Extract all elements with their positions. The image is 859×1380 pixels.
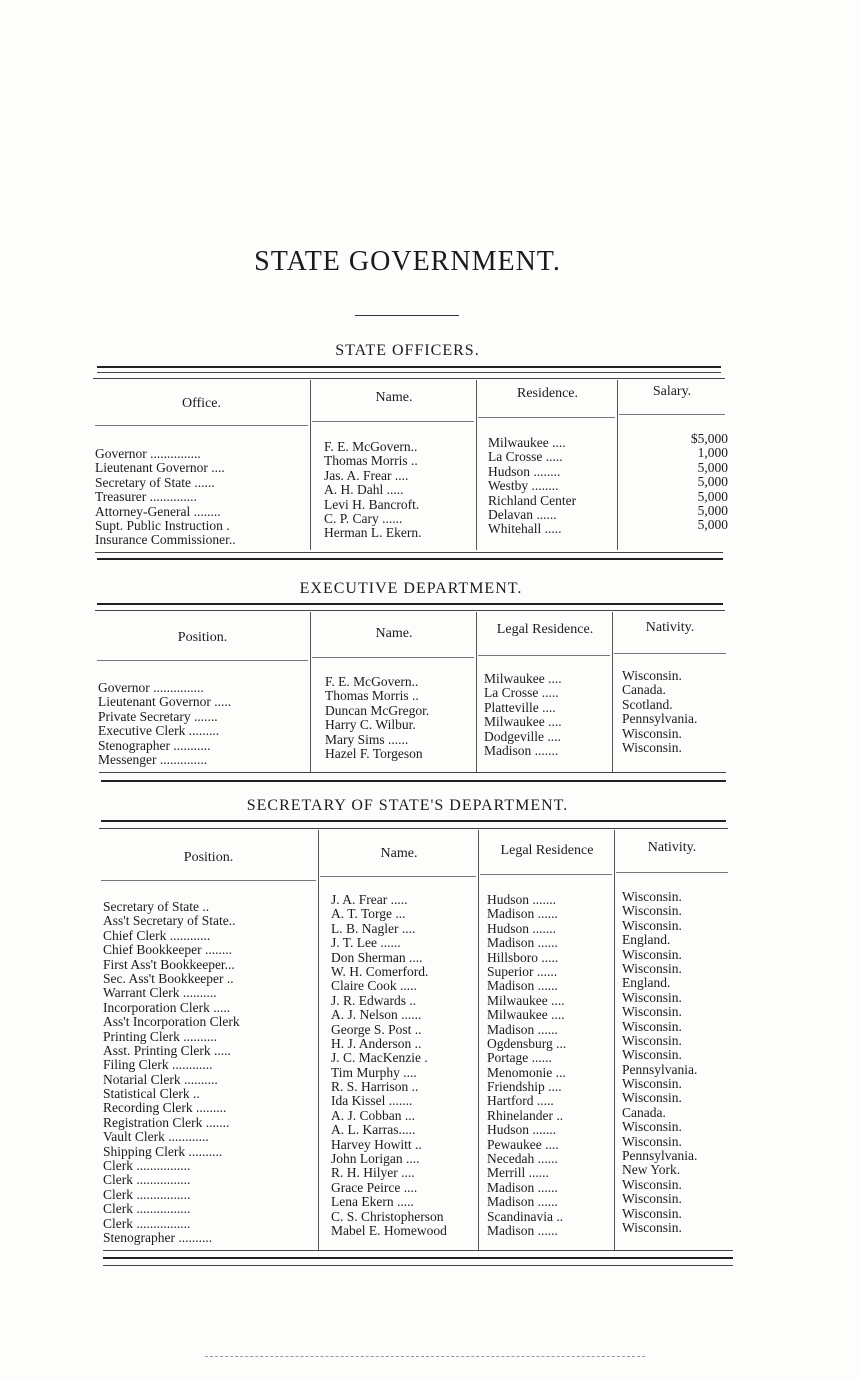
table-cell: Thomas Morris .. <box>324 454 418 469</box>
table-cell: Governor ............... <box>98 681 204 695</box>
column-position <box>103 900 317 1245</box>
header-name: Name. <box>380 846 418 861</box>
table-cell: Wisconsin. <box>622 1019 682 1034</box>
header-office: Office. <box>182 396 221 411</box>
table-cell: J. C. MacKenzie . <box>331 1051 428 1066</box>
table-rule <box>97 372 721 373</box>
table-cell: Chief Clerk ............ <box>103 928 211 943</box>
table-cell: Pewaukee .... <box>487 1137 559 1152</box>
table-cell: Pennsylvania. <box>622 1149 698 1164</box>
column-divider <box>614 830 615 1250</box>
table-cell: L. B. Nagler .... <box>331 921 416 936</box>
table-cell: Asst. Printing Clerk ..... <box>103 1043 231 1058</box>
header-underline <box>478 655 610 656</box>
column-legal-residence <box>484 672 611 758</box>
secretary-of-state-department-title: SECRETARY OF STATE'S DEPARTMENT. <box>246 797 569 814</box>
table-cell: George S. Post .. <box>331 1022 422 1037</box>
table-cell: R. S. Harrison .. <box>331 1080 419 1095</box>
table-cell: Wisconsin. <box>622 918 682 933</box>
table-rule <box>97 558 723 560</box>
table-cell: Madison ...... <box>487 936 558 951</box>
table-cell: Madison ...... <box>487 979 558 994</box>
title-rule <box>355 315 459 316</box>
table-cell: Menomonie ... <box>487 1065 566 1080</box>
table-cell: Hudson ....... <box>487 893 557 907</box>
page-title: STATE GOVERNMENT. <box>254 246 561 277</box>
table-rule <box>95 552 723 553</box>
table-cell: Executive Clerk ......... <box>98 724 220 739</box>
table-cell: Ida Kissel ....... <box>331 1094 413 1109</box>
table-cell: 5,000 <box>697 475 728 490</box>
table-cell: Necedah ...... <box>487 1152 558 1167</box>
table-cell: New York. <box>622 1163 681 1178</box>
table-cell: La Crosse ..... <box>488 450 563 465</box>
table-cell: Milwaukee .... <box>488 436 566 450</box>
table-cell: Hazel F. Torgeson <box>325 746 423 761</box>
column-legal-residence <box>487 893 613 1238</box>
table-cell: Wisconsin. <box>622 740 682 755</box>
table-cell: Herman L. Ekern. <box>324 526 422 541</box>
column-name <box>325 675 475 761</box>
table-cell: Wisconsin. <box>622 1091 682 1106</box>
header-underline <box>95 425 308 426</box>
column-divider <box>310 612 311 772</box>
table-cell: Madison ...... <box>487 1195 558 1210</box>
table-cell: Hudson ........ <box>488 464 561 479</box>
table-cell: Milwaukee .... <box>484 715 562 730</box>
table-cell: Lieutenant Governor .... <box>95 461 225 476</box>
column-nativity <box>622 890 734 1235</box>
column-divider <box>318 830 319 1250</box>
table-cell: Madison ...... <box>487 1022 558 1037</box>
table-cell: Rhinelander .. <box>487 1108 564 1123</box>
header-underline <box>97 660 308 661</box>
table-cell: Claire Cook ..... <box>331 979 417 994</box>
header-position: Position. <box>183 850 234 865</box>
executive-department-title: EXECUTIVE DEPARTMENT. <box>299 580 523 597</box>
column-divider <box>310 380 311 550</box>
table-cell: Madison ...... <box>487 1180 558 1195</box>
table-cell: Wisconsin. <box>622 1192 682 1207</box>
table-cell: H. J. Anderson .. <box>331 1036 422 1051</box>
table-cell: Shipping Clerk .......... <box>103 1144 223 1159</box>
footer-rule <box>205 1356 645 1357</box>
table-cell: Lieutenant Governor ..... <box>98 695 232 710</box>
table-rule <box>103 1250 733 1251</box>
table-cell: Recording Clerk ......... <box>103 1101 227 1116</box>
table-cell: 1,000 <box>697 446 728 461</box>
column-name <box>331 893 477 1238</box>
header-underline <box>320 876 476 877</box>
table-cell: J. R. Edwards .. <box>331 993 417 1008</box>
table-cell: Wisconsin. <box>622 1033 682 1048</box>
table-cell: A. H. Dahl ..... <box>324 483 404 498</box>
table-cell: J. A. Frear ..... <box>331 893 408 907</box>
table-cell: Hartford ..... <box>487 1094 554 1109</box>
table-rule <box>97 366 721 368</box>
table-cell: Wisconsin. <box>622 904 682 919</box>
table-cell: Pennsylvania. <box>622 1062 698 1077</box>
table-cell: J. T. Lee ...... <box>331 936 401 951</box>
table-rule <box>103 1257 733 1259</box>
table-cell: Delavan ...... <box>488 507 557 522</box>
header-name: Name. <box>375 626 413 641</box>
table-cell: Notarial Clerk .......... <box>103 1072 218 1087</box>
table-cell: Wisconsin. <box>622 1120 682 1135</box>
table-cell: Clerk ................ <box>103 1202 191 1217</box>
table-cell: Dodgeville .... <box>484 729 561 744</box>
table-cell: Chief Bookkeeper ........ <box>103 943 232 958</box>
table-cell: Lena Ekern ..... <box>331 1195 414 1210</box>
table-cell: Ass't Secretary of State.. <box>103 914 236 929</box>
table-cell: Wisconsin. <box>622 947 682 962</box>
table-cell: $5,000 <box>690 432 728 446</box>
column-position <box>98 681 308 767</box>
column-nativity <box>622 669 732 755</box>
table-cell: Attorney-General ........ <box>95 504 221 519</box>
table-cell: Platteville .... <box>484 700 556 715</box>
table-cell: La Crosse ..... <box>484 686 559 701</box>
table-cell: Milwaukee .... <box>487 993 565 1008</box>
table-cell: Clerk ................ <box>103 1159 191 1174</box>
table-cell: F. E. McGovern.. <box>325 675 419 689</box>
header-underline <box>614 653 726 654</box>
table-cell: C. P. Cary ...... <box>324 511 403 526</box>
table-cell: Ass't Incorporation Clerk <box>103 1015 240 1030</box>
column-divider <box>617 380 618 550</box>
table-cell: A. L. Karras..... <box>331 1123 416 1138</box>
table-cell: Hudson ....... <box>487 1123 557 1138</box>
table-cell: Wisconsin. <box>622 1134 682 1149</box>
table-cell: Hillsboro ..... <box>487 950 559 965</box>
table-cell: Clerk ................ <box>103 1216 191 1231</box>
table-cell: England. <box>622 976 671 991</box>
table-cell: Friendship .... <box>487 1080 562 1095</box>
table-cell: Mary Sims ...... <box>325 732 409 747</box>
header-underline <box>616 872 728 873</box>
table-cell: Wisconsin. <box>622 961 682 976</box>
table-cell: Canada. <box>622 1105 666 1120</box>
table-cell: Statistical Clerk .. <box>103 1087 200 1102</box>
header-underline <box>312 421 474 422</box>
table-cell: 5,000 <box>697 503 728 518</box>
table-cell: Jas. A. Frear .... <box>324 468 409 483</box>
table-cell: Private Secretary ....... <box>98 709 218 724</box>
table-rule <box>95 610 725 611</box>
table-cell: Superior ...... <box>487 964 558 979</box>
header-nativity: Nativity. <box>647 840 697 855</box>
table-cell: Portage ...... <box>487 1051 552 1066</box>
table-cell: Scotland. <box>622 697 673 712</box>
table-cell: Wisconsin. <box>622 1077 682 1092</box>
table-cell: First Ass't Bookkeeper... <box>103 957 235 972</box>
column-name <box>324 440 474 541</box>
table-cell: A. T. Torge ... <box>331 907 406 922</box>
table-cell: Secretary of State .. <box>103 900 210 914</box>
column-salary <box>640 432 728 533</box>
table-rule <box>103 1265 733 1266</box>
header-legal-residence: Legal Residence <box>500 843 594 858</box>
table-cell: Wisconsin. <box>622 726 682 741</box>
table-cell: Supt. Public Instruction . <box>95 518 230 533</box>
table-rule <box>101 780 726 782</box>
table-cell: Clerk ................ <box>103 1173 191 1188</box>
table-cell: Grace Peirce .... <box>331 1180 418 1195</box>
table-cell: Madison ...... <box>487 1223 558 1238</box>
table-cell: Whitehall ..... <box>488 522 562 537</box>
table-cell: Wisconsin. <box>622 669 682 683</box>
column-divider <box>476 612 477 772</box>
table-cell: Merrill ...... <box>487 1166 549 1181</box>
table-cell: Sec. Ass't Bookkeeper .. <box>103 971 234 986</box>
table-cell: Vault Clerk ............ <box>103 1130 209 1145</box>
table-cell: 5,000 <box>697 460 728 475</box>
column-residence <box>488 436 616 537</box>
table-cell: Don Sherman .... <box>331 950 423 965</box>
table-cell: John Lorigan .... <box>331 1152 420 1167</box>
table-cell: Filing Clerk ............ <box>103 1058 213 1073</box>
table-cell: Pennsylvania. <box>622 712 698 727</box>
table-cell: Milwaukee .... <box>484 672 562 686</box>
table-cell: C. S. Christopherson <box>331 1209 444 1224</box>
table-cell: Levi H. Bancroft. <box>324 497 420 512</box>
table-cell: F. E. McGovern.. <box>324 440 418 454</box>
header-underline <box>101 880 316 881</box>
table-cell: England. <box>622 933 671 948</box>
table-cell: Messenger .............. <box>98 752 208 767</box>
table-cell: Clerk ................ <box>103 1187 191 1202</box>
table-cell: W. H. Comerford. <box>331 964 429 979</box>
table-cell: 5,000 <box>697 518 728 533</box>
table-cell: Treasurer .............. <box>95 490 197 505</box>
table-rule <box>99 828 728 829</box>
table-rule <box>99 772 726 773</box>
table-rule <box>93 378 725 379</box>
table-cell: Richland Center <box>488 493 577 508</box>
table-cell: Tim Murphy .... <box>331 1065 417 1080</box>
column-office <box>95 447 308 548</box>
table-cell: Wisconsin. <box>622 990 682 1005</box>
table-cell: Madison ....... <box>484 743 559 758</box>
column-divider <box>476 380 477 550</box>
table-cell: A. J. Cobban ... <box>331 1108 415 1123</box>
table-cell: Scandinavia .. <box>487 1209 564 1224</box>
table-cell: Registration Clerk ....... <box>103 1115 230 1130</box>
table-rule <box>101 820 726 822</box>
table-cell: Ogdensburg ... <box>487 1036 567 1051</box>
table-cell: Madison ...... <box>487 907 558 922</box>
header-underline <box>478 417 615 418</box>
table-cell: Stenographer ........... <box>98 738 211 753</box>
table-cell: R. H. Hilyer .... <box>331 1166 415 1181</box>
header-underline <box>480 874 612 875</box>
table-cell: Duncan McGregor. <box>325 703 430 718</box>
table-cell: Secretary of State ...... <box>95 475 215 490</box>
column-divider <box>612 612 613 772</box>
table-cell: Wisconsin. <box>622 890 682 904</box>
header-position: Position. <box>177 630 228 645</box>
table-cell: Mabel E. Homewood <box>331 1223 447 1238</box>
header-nativity: Nativity. <box>645 620 695 635</box>
table-cell: Canada. <box>622 683 666 698</box>
table-cell: Incorporation Clerk ..... <box>103 1000 231 1015</box>
table-cell: Wisconsin. <box>622 1206 682 1221</box>
table-cell: Printing Clerk .......... <box>103 1029 217 1044</box>
header-name: Name. <box>375 390 413 405</box>
header-legal-residence: Legal Residence. <box>496 622 594 637</box>
table-cell: Governor ............... <box>95 447 201 461</box>
table-cell: Harry C. Wilbur. <box>325 718 416 733</box>
table-cell: 5,000 <box>697 489 728 504</box>
table-cell: Wisconsin. <box>622 1048 682 1063</box>
header-underline <box>619 414 725 415</box>
header-underline <box>312 657 474 658</box>
table-cell: Warrant Clerk .......... <box>103 986 217 1001</box>
table-cell: Hudson ....... <box>487 921 557 936</box>
table-cell: Stenographer .......... <box>103 1230 213 1245</box>
table-cell: Westby ........ <box>488 479 559 494</box>
header-residence: Residence. <box>516 386 579 401</box>
table-cell: Wisconsin. <box>622 1220 682 1235</box>
table-rule <box>97 603 723 605</box>
table-cell: Harvey Howitt .. <box>331 1137 422 1152</box>
table-cell: Insurance Commissioner.. <box>95 533 236 548</box>
table-cell: Wisconsin. <box>622 1005 682 1020</box>
header-salary: Salary. <box>652 384 692 399</box>
table-cell: Thomas Morris .. <box>325 689 419 704</box>
column-divider <box>478 830 479 1250</box>
state-officers-title: STATE OFFICERS. <box>335 342 480 359</box>
table-cell: A. J. Nelson ...... <box>331 1008 422 1023</box>
table-cell: Milwaukee .... <box>487 1008 565 1023</box>
table-cell: Wisconsin. <box>622 1177 682 1192</box>
